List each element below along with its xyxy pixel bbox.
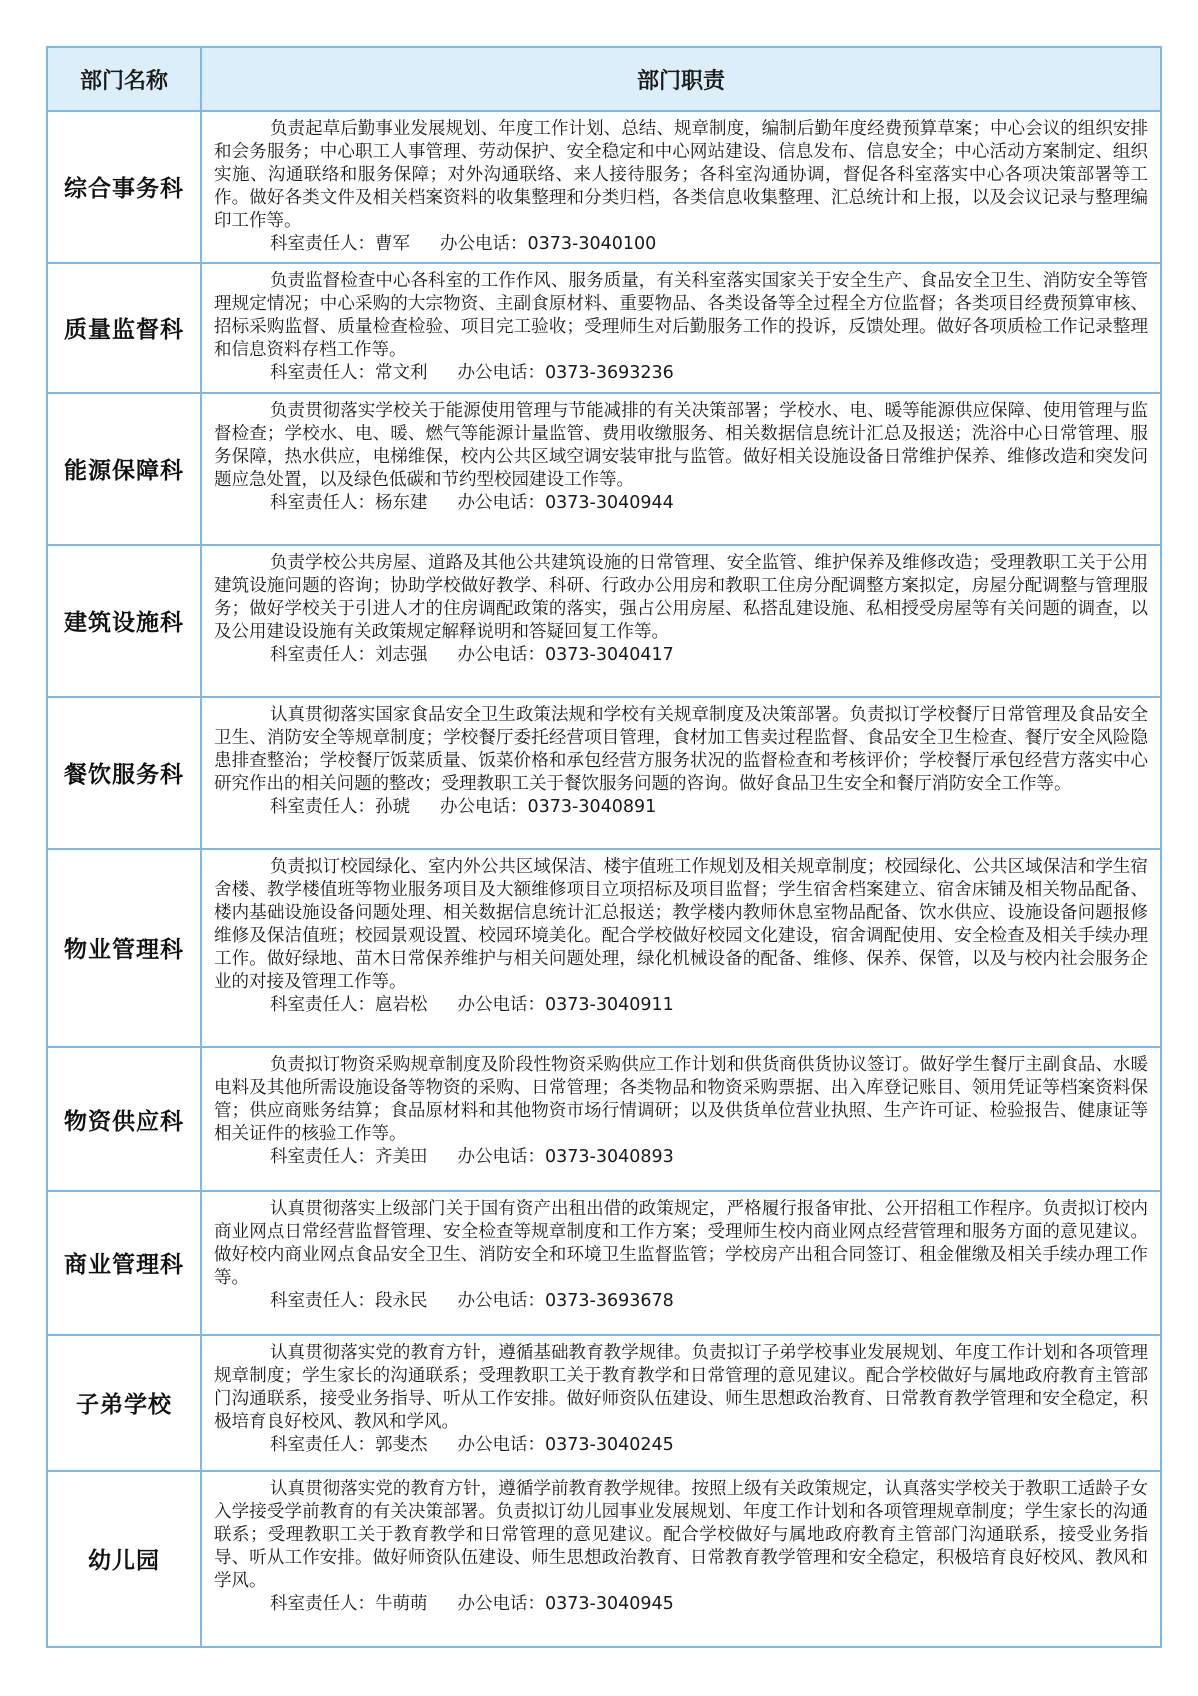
phone-number: 0373-3040945 [545,1593,674,1614]
person-name: 段永民 [375,1291,428,1311]
phone-label: 办公电话： [457,1147,545,1168]
department-duty-text: 负责贯彻落实学校关于能源使用管理与节能减排的有关决策部署；学校水、电、暖等能源供应保障、使用管理与监督检查；学校水、电、暖、燃气等能源计量监管、费用收缴服务、相关数据信息统计汇总及报送；洗浴中心日常管理、服务保障，热水供应，电梯维保，校内公共区域空调安装审批与监管。做好相关设施设备日常维护保养、维修改造和突发问题应急处置，以及绿色低碳和节约型校园建设工作等。 [214,400,1148,490]
person-label: 科室责任人： [270,492,375,513]
phone-number: 0373-3040245 [545,1434,674,1455]
department-duty-text: 认真贯彻落实上级部门关于国有资产出租出借的政策规定，严格履行报备审批、公开招租工作程序。负责拟订校内商业网点日常经营监督管理、安全检查等规章制度和工作方案；受理师生校内商业网点经营管理和服务方面的意见建议。做好校内商业网点食品安全卫生、消防安全和环境卫生监督监管；学校房产出租合同签订、租金催缴及相关手续办理工作等。 [214,1199,1148,1288]
person-label: 科室责任人： [270,644,375,665]
table-row [47,263,1161,393]
department-name: 建筑设施科 [47,545,201,697]
department-contact [214,1593,1148,1616]
person-name: 曹军 [375,234,410,254]
department-duty-text: 负责学校公共房屋、道路及其他公共建筑设施的日常管理、安全监管、维护保养及维修改造；受理教职工关于公用建筑设施问题的咨询；协助学校做好教学、科研、行政办公用房和教职工住房分配调整方案拟定，房屋分配调整与管理服务；做好学校关于引进人才的住房调配政策的落实，强占公用房屋、私搭乱建设施、私相授受房屋等有关问题的调查，以及公用建设设施有关政策规定解释说明和答疑回复工作等。 [214,552,1148,642]
person-name: 郭斐杰 [375,1434,428,1455]
department-duty-cell [201,393,1161,545]
department-name: 餐饮服务科 [47,697,201,849]
department-duty-cell [201,545,1161,697]
person-label: 科室责任人： [270,796,375,817]
person-label: 科室责任人： [270,234,375,254]
department-duty-cell [201,1047,1161,1191]
department-name: 物资供应科 [47,1047,201,1191]
department-duty-cell [201,697,1161,849]
header-department-name: 部门名称 [47,47,201,111]
phone-number: 0373-3040417 [545,644,674,665]
department-duty-text: 负责起草后勤事业发展规划、年度工作计划、总结、规章制度，编制后勤年度经费预算草案；中心会议的组织安排和会务服务；中心职工人事管理、劳动保护、安全稳定和中心网站建设、信息发布、信息安全；中心活动方案制定、组织实施、沟通联络和服务保障；对外沟通联络、来人接待服务；各科室沟通协调，督促各科室落实中心各项决策部署等工作。做好各类文件及相关档案资料的收集整理和分类归档，各类信息收集整理、汇总统计和上报，以及会议记录与整理编印工作等。 [214,119,1148,231]
person-label: 科室责任人： [270,1291,375,1311]
department-duty-text: 负责监督检查中心各科室的工作作风、服务质量，有关科室落实国家关于安全生产、食品安全卫生、消防安全等管理规定情况；中心采购的大宗物资、主副食原材料、重要物品、各类设备等全过程全方位监督；各类项目经费预算审核、招标采购监督、质量检查检验、项目完工验收；受理师生对后勤服务工作的投诉，反馈处理。做好各项质检工作记录整理和信息资料存档工作等。 [214,270,1148,360]
person-name: 刘志强 [375,644,428,665]
department-contact [214,796,1148,819]
table-row [47,111,1161,263]
department-contact [214,1146,1148,1169]
department-duty-text: 认真贯彻落实党的教育方针，遵循基础教育教学规律。负责拟订子弟学校事业发展规划、年度工作计划和各项管理规章制度；学生家长的沟通联系；受理教职工关于教育教学和日常管理的意见建议。配合学校做好与属地政府教育主管部门沟通联系，接受业务指导、听从工作安排。做好师资队伍建设、师生思想政治教育、日常教育教学管理和安全稳定，积极培育良好校风、教风和学风。 [214,1342,1148,1432]
table-row [47,1047,1161,1191]
phone-number: 0373-3693678 [545,1291,674,1311]
person-name: 孙琥 [375,796,410,817]
phone-label: 办公电话： [457,492,545,513]
person-name: 扈岩松 [375,994,428,1015]
table-row [47,1191,1161,1335]
table-row [47,849,1161,1048]
phone-label: 办公电话： [457,1291,545,1311]
phone-number: 0373-3040944 [545,492,674,513]
department-duty-text: 认真贯彻落实国家食品安全卫生政策法规和学校有关规章制度及决策部署。负责拟订学校餐厅日常管理及食品安全卫生、消防安全等规章制度；学校餐厅委托经营项目管理，食材加工售卖过程监督、食品安全卫生检查、餐厅安全风险隐患排查整治；学校餐厅饭菜质量、饭菜价格和承包经营方服务状况的监督检查和考核评价；学校餐厅承包经营方落实中心研究作出的相关问题的整改；受理教职工关于餐饮服务问题的咨询。做好食品卫生安全和餐厅消防安全工作等。 [214,704,1148,794]
phone-label: 办公电话： [457,1434,545,1455]
department-duty-text: 认真贯彻落实党的教育方针，遵循学前教育教学规律。按照上级有关政策规定，认真落实学校关于教职工适龄子女入学接受学前教育的有关决策部署。负责拟订幼儿园事业发展规划、年度工作计划和各项管理规章制度；学生家长的沟通联系；受理教职工关于教育教学和日常管理的意见建议。配合学校做好与属地政府教育主管部门沟通联系，接受业务指导、听从工作安排。做好师资队伍建设、师生思想政治教育、日常教育教学管理和安全稳定，积极培育良好校风、教风和学风。 [214,1478,1148,1591]
person-label: 科室责任人： [270,1593,375,1614]
department-duty-cell [201,1471,1161,1647]
department-duty-text: 负责拟订校园绿化、室内外公共区域保洁、楼宇值班工作规划及相关规章制度；校园绿化、公共区域保洁和学生宿舍楼、教学楼值班等物业服务项目及大额维修项目立项招标及项目监督；学生宿舍档案建立、宿舍床铺及相关物品配备、楼内基础设施设备问题处理、相关数据信息统计汇总报送；教学楼内教师休息室物品配备、饮水供应、设施设备问题报修维修及保洁值班；校园景观设置、校园环境美化。配合学校做好校园文化建设，宿舍调配使用、安全检查及相关手续办理工作。做好绿地、苗木日常保养维护与相关问题处理，绿化机械设备的配备、维修、保养、保管，以及与校内社会服务企业的对接及管理工作等。 [214,856,1148,992]
phone-label: 办公电话： [457,1593,545,1614]
department-contact [214,362,1148,385]
department-name: 子弟学校 [47,1335,201,1471]
person-name: 杨东建 [375,492,428,513]
phone-label: 办公电话： [440,234,528,254]
department-duties-table [46,46,1162,1648]
table-row [47,697,1161,849]
table-row [47,393,1161,545]
department-rows [47,111,1161,1647]
department-contact [214,1290,1148,1313]
phone-label: 办公电话： [457,362,545,383]
department-duty-cell [201,1191,1161,1335]
phone-label: 办公电话： [440,796,528,817]
person-name: 牛萌萌 [375,1593,428,1614]
person-label: 科室责任人： [270,362,375,383]
person-name: 齐美田 [375,1147,428,1168]
department-contact [214,644,1148,667]
department-duty-cell [201,263,1161,393]
person-label: 科室责任人： [270,1434,375,1455]
department-duty-cell [201,111,1161,263]
department-contact [214,492,1148,515]
department-name: 商业管理科 [47,1191,201,1335]
department-duty-cell [201,1335,1161,1471]
person-label: 科室责任人： [270,994,375,1015]
table-row [47,545,1161,697]
department-name: 能源保障科 [47,393,201,545]
phone-number: 0373-3040911 [545,994,674,1015]
department-name: 质量监督科 [47,263,201,393]
person-label: 科室责任人： [270,1147,375,1168]
department-name: 物业管理科 [47,849,201,1048]
phone-number: 0373-3040893 [545,1147,674,1168]
table-row [47,1471,1161,1647]
department-contact [214,1434,1148,1457]
phone-label: 办公电话： [457,644,545,665]
person-name: 常文利 [375,362,428,383]
table-header-row [47,47,1161,111]
department-duty-cell [201,849,1161,1048]
department-duty-text: 负责拟订物资采购规章制度及阶段性物资采购供应工作计划和供货商供货协议签订。做好学生餐厅主副食品、水暖电料及其他所需设施设备等物资的采购、日常管理；各类物品和物资采购票据、出入库登记账目、领用凭证等档案资料保管；供应商账务结算；食品原材料和其他物资市场行情调研；以及供货单位营业执照、生产许可证、检验报告、健康证等相关证件的核验工作等。 [214,1055,1148,1145]
department-name: 幼儿园 [47,1471,201,1647]
table-row [47,1335,1161,1471]
phone-number: 0373-3040100 [527,234,657,254]
phone-label: 办公电话： [457,994,545,1015]
header-department-duty: 部门职责 [201,47,1161,111]
department-contact [214,994,1148,1017]
department-name: 综合事务科 [47,111,201,263]
phone-number: 0373-3040891 [527,796,657,817]
phone-number: 0373-3693236 [545,362,674,383]
department-contact [214,233,1148,256]
